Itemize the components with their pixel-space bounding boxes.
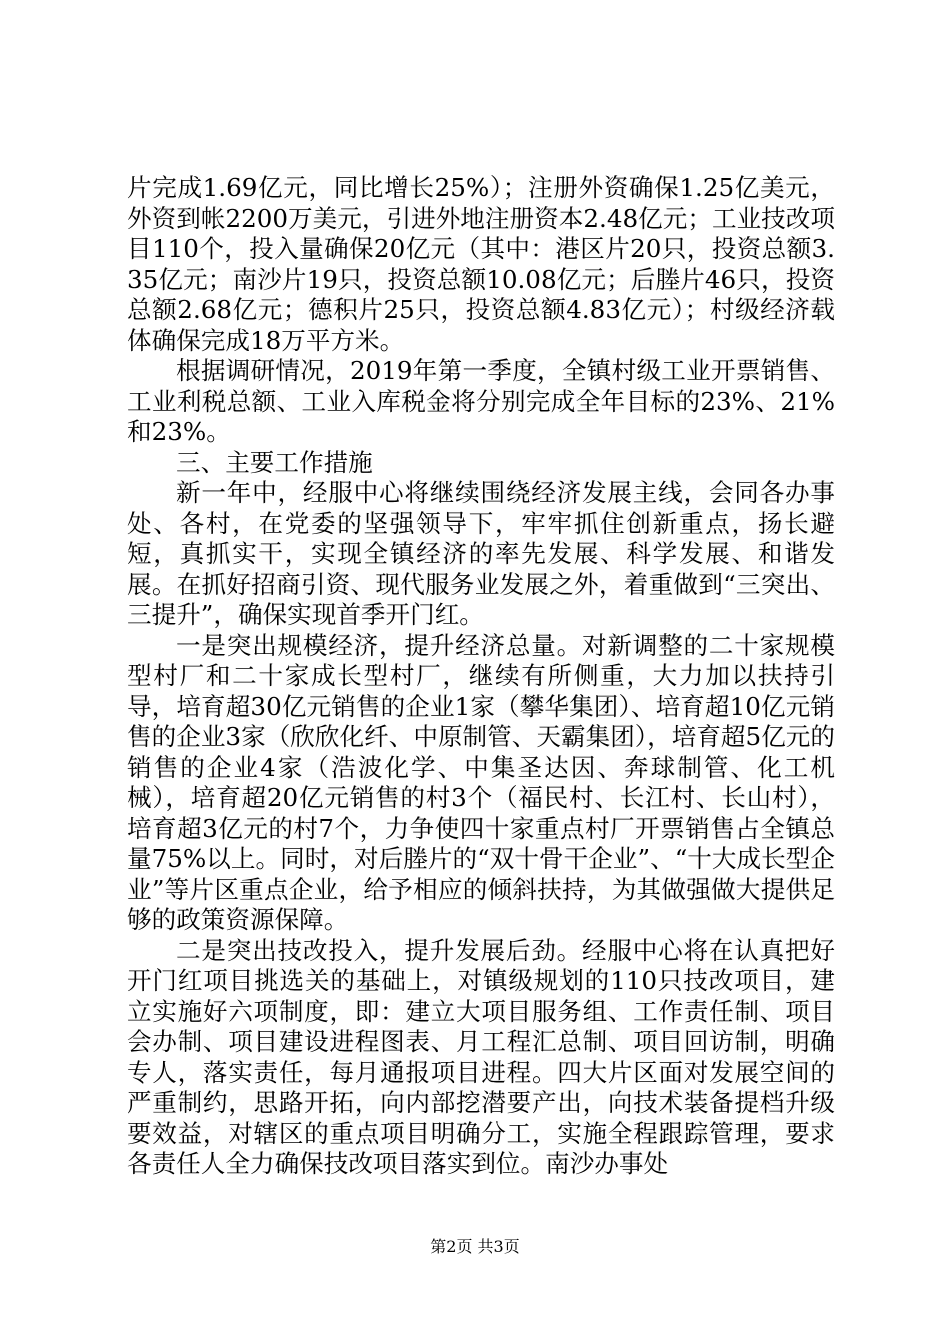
page-number-footer: 第2页 共3页: [430, 1237, 520, 1256]
section-heading-measures: 三、主要工作措施: [176, 447, 373, 477]
paragraph-continuation: 片完成1.69亿元，同比增长25%）；注册外资确保1.25亿美元，外资到帐2200万美元，引进外地注册资本2.48亿元；工业技改项目110个，投入量确保20亿元（其中：港区片20只，投资总额3.35亿元；南沙片19只，投资总额10.08亿元；后塍片46只，投资总额2.68亿元；德积片25只，投资总额4.83亿元）；村级经济载体确保完成18万平方米。: [127, 173, 835, 355]
paragraph-scale-economy: 一是突出规模经济，提升经济总量。对新调整的二十家规模型村厂和二十家成长型村厂，继续有所侧重，大力加以扶持引导，培育超30亿元销售的企业1家（攀华集团）、培育超10亿元销售的企业3家（欣欣化纤、中原制管、天霸集团），培育超5亿元的销售的企业4家（浩波化学、中集圣达因、奔球制管、化工机械），培育超20亿元销售的村3个（福民村、长江村、长山村），培育超3亿元的村7个，力争使四十家重点村厂开票销售占全镇总量75%以上。同时，对后塍片的“双十骨干企业”、“十大成长型企业”等片区重点企业，给予相应的倾斜扶持，为其做强做大提供足够的政策资源保障。: [127, 630, 835, 934]
document-body: [127, 173, 835, 1180]
paragraph-new-year-plan: 新一年中，经服中心将继续围绕经济发展主线，会同各办事处、各村，在党委的坚强领导下，牢牢抓住创新重点，扬长避短，真抓实干，实现全镇经济的率先发展、科学发展、和谐发展。在抓好招商引资、现代服务业发展之外，着重做到“三突出、三提升”，确保实现首季开门红。: [127, 478, 835, 629]
paragraph-survey-result: 根据调研情况，2019年第一季度，全镇村级工业开票销售、工业利税总额、工业入库税金将分别完成全年目标的23%、21%和23%。: [127, 356, 835, 446]
paragraph-tech-investment: 二是突出技改投入，提升发展后劲。经服中心将在认真把好开门红项目挑选关的基础上，对镇级规划的110只技改项目，建立实施好六项制度，即：建立大项目服务组、工作责任制、项目会办制、项目建设进程图表、月工程汇总制、项目回访制，明确专人，落实责任，每月通报项目进程。四大片区面对发展空间的严重制约，思路开拓，向内部挖潜要产出，向技术装备提档升级要效益，对辖区的重点项目明确分工，实施全程跟踪管理，要求各责任人全力确保技改项目落实到位。南沙办事处: [127, 935, 835, 1178]
